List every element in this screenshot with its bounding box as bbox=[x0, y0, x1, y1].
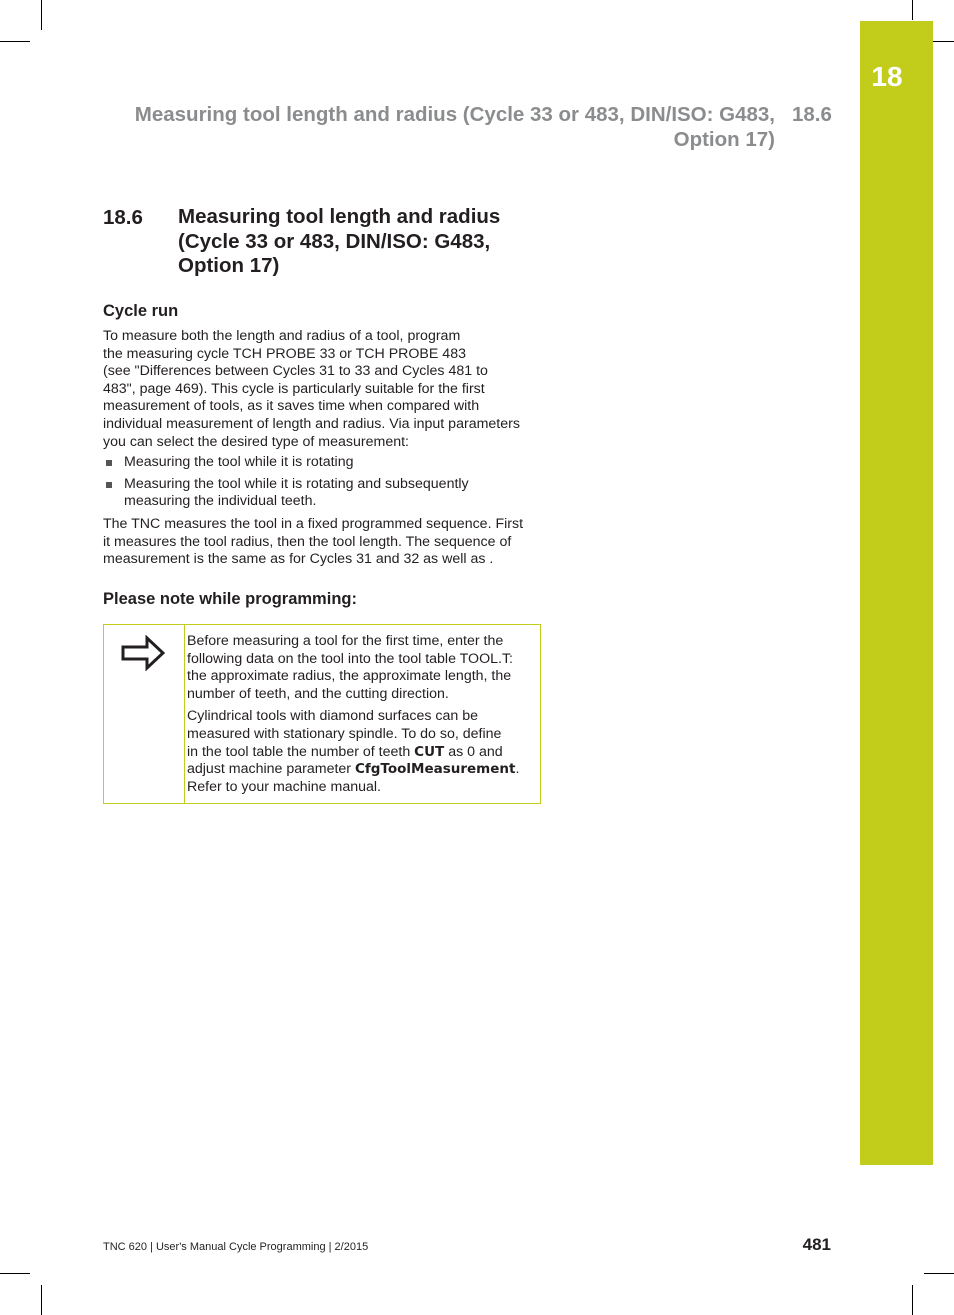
page-number: 481 bbox=[802, 1235, 831, 1254]
bullet-square-icon bbox=[106, 482, 112, 488]
running-header-section: 18.6 bbox=[792, 103, 832, 126]
text-line: number of teeth, and the cutting direction. bbox=[187, 685, 449, 702]
text-line: The TNC measures the tool in a fixed programmed sequence. First bbox=[103, 516, 524, 532]
cycle-run-outro bbox=[103, 516, 543, 569]
programming-notes-heading: Please note while programming: bbox=[103, 590, 357, 608]
parameter-cfgtoolmeasurement: CfgToolMeasurement bbox=[354, 761, 516, 778]
chapter-number: 18 bbox=[871, 61, 903, 92]
text-line: Refer to your machine manual. bbox=[187, 778, 381, 795]
measurement-type-list bbox=[103, 454, 523, 515]
text-fragment: in the tool table the number of teeth bbox=[187, 743, 415, 760]
list-item-text: measuring the individual teeth. bbox=[124, 493, 317, 510]
cycle-run-intro bbox=[103, 328, 543, 451]
text-line: To measure both the length and radius of a tool, program bbox=[103, 328, 461, 344]
crop-mark bbox=[912, 0, 913, 20]
parameter-cut: CUT bbox=[414, 743, 445, 760]
text-fragment: . bbox=[515, 761, 520, 778]
cycle-run-heading: Cycle run bbox=[103, 302, 179, 320]
crop-mark bbox=[41, 0, 42, 30]
running-header-line: Option 17) bbox=[673, 128, 775, 151]
text-line: measurement is the same as for Cycles 31 and 32 as well as . bbox=[103, 551, 494, 568]
text-line: it measures the tool radius, then the tool length. The sequence of bbox=[103, 533, 512, 550]
chapter-tab bbox=[860, 21, 933, 1165]
running-header-title bbox=[100, 102, 775, 152]
running-header-line: Measuring tool length and radius (Cycle 33 or 483, DIN/ISO: G483, bbox=[134, 103, 775, 126]
section-number: 18.6 bbox=[103, 206, 143, 229]
section-title-line: Measuring tool length and radius bbox=[178, 205, 501, 228]
text-line: the approximate radius, the approximate length, the bbox=[187, 668, 512, 685]
crop-mark bbox=[0, 1273, 30, 1274]
list-item-text: Measuring the tool while it is rotating bbox=[124, 454, 354, 470]
note-paragraph bbox=[187, 708, 532, 796]
text-line: Before measuring a tool for the first time, enter the bbox=[187, 633, 504, 649]
text-line bbox=[187, 761, 532, 779]
arrow-right-icon bbox=[121, 635, 165, 671]
crop-mark bbox=[0, 41, 30, 42]
bullet-square-icon bbox=[106, 460, 112, 466]
text-line: the measuring cycle TCH PROBE 33 or TCH PROBE 483 bbox=[103, 345, 466, 362]
text-line: measured with stationary spindle. To do so, define bbox=[187, 725, 502, 742]
text-fragment: as 0 and bbox=[444, 743, 503, 760]
list-item bbox=[103, 454, 523, 472]
text-line: you can select the desired type of measurement: bbox=[103, 433, 409, 450]
footer-text: TNC 620 | User's Manual Cycle Programming | 2/2015 bbox=[103, 1241, 369, 1253]
list-item bbox=[103, 476, 523, 511]
note-text bbox=[187, 633, 532, 801]
text-line: measurement of tools, as it saves time when compared with bbox=[103, 398, 480, 415]
list-item-text: Measuring the tool while it is rotating and subsequently bbox=[124, 475, 469, 492]
text-line: following data on the tool into the tool table TOOL.T: bbox=[187, 650, 513, 667]
note-paragraph bbox=[187, 633, 532, 703]
text-line: 483", page 469). This cycle is particularly suitable for the first bbox=[103, 380, 485, 397]
text-line: individual measurement of length and radius. Via input parameters bbox=[103, 415, 520, 432]
text-fragment: adjust machine parameter bbox=[187, 761, 355, 778]
text-line: Cylindrical tools with diamond surfaces can be bbox=[187, 708, 478, 725]
section-title-line: (Cycle 33 or 483, DIN/ISO: G483, bbox=[178, 229, 491, 253]
note-box bbox=[103, 624, 541, 804]
crop-mark bbox=[912, 1285, 913, 1315]
crop-mark bbox=[924, 1273, 954, 1274]
section-title-line: Option 17) bbox=[178, 254, 280, 277]
note-divider bbox=[184, 625, 185, 803]
crop-mark bbox=[41, 1285, 42, 1315]
text-line bbox=[187, 744, 532, 762]
section-title bbox=[178, 205, 538, 279]
text-line: (see "Differences between Cycles 31 to 33 and Cycles 481 to bbox=[103, 363, 488, 380]
